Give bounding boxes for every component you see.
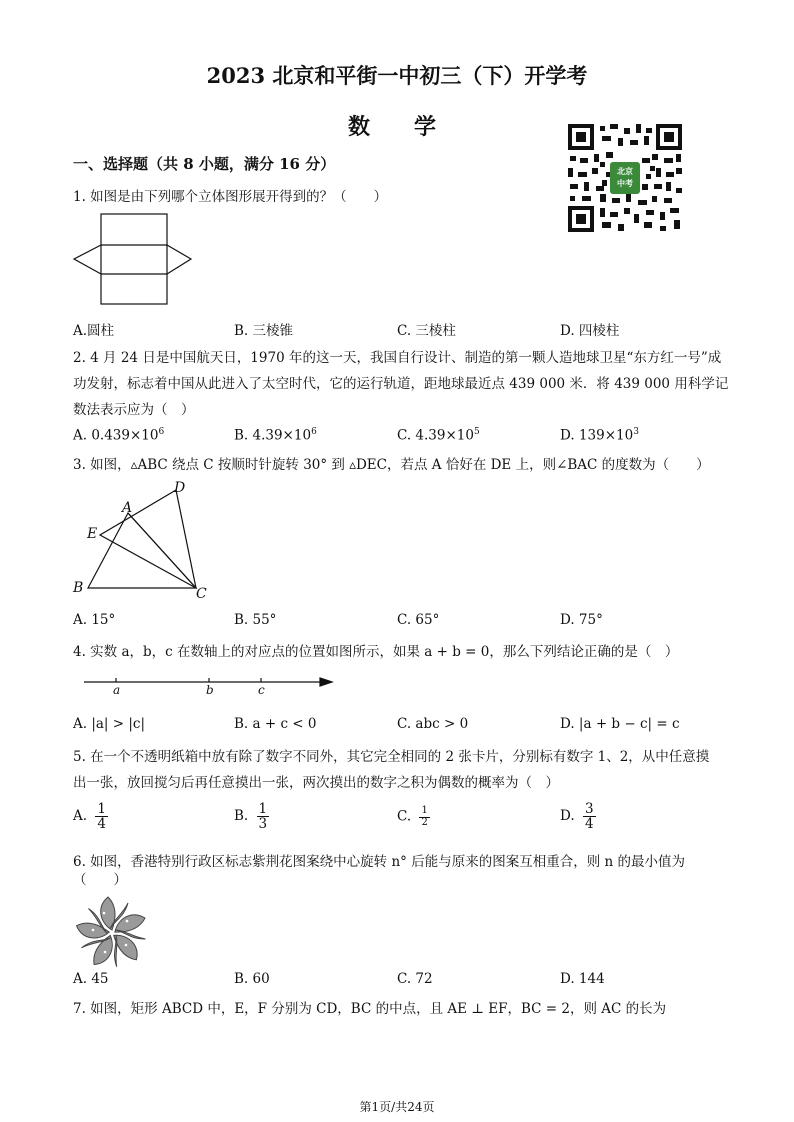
qr-label-line1: 北京 bbox=[617, 167, 633, 176]
q2-option-a bbox=[73, 427, 164, 444]
q4-option-d: D. |a + b − c| = c bbox=[560, 716, 680, 732]
qr-code bbox=[566, 122, 684, 234]
q2-option-d-base: D. 139×10 bbox=[560, 427, 634, 444]
q3-option-d: D. 75° bbox=[560, 612, 603, 628]
q1-option-a: A.圆柱 bbox=[73, 323, 115, 339]
q3-option-b: B. 55° bbox=[234, 612, 277, 628]
q5-option-a-num: 1 bbox=[97, 801, 106, 817]
rotation-triangle-figure bbox=[70, 480, 210, 600]
label-a: A bbox=[122, 500, 133, 516]
q5-option-c-num: 1 bbox=[421, 805, 428, 816]
triangle-abc bbox=[88, 513, 196, 588]
q2-option-b-base: B. 4.39×10 bbox=[234, 427, 312, 444]
label-b: B bbox=[73, 580, 84, 596]
q5-option-a-den: 4 bbox=[97, 816, 106, 833]
question-2-line2: 功发射，标志着中国从此进入了太空时代，它的运行轨道，距地球最近点 439 000 米．将 439 000 用科学记 bbox=[73, 376, 729, 392]
question-6-line1: 6. 如图，香港特别行政区标志紫荆花图案绕中心旋转 n° 后能与原来的图案互相重合，则 n 的最小值为 bbox=[73, 854, 685, 870]
q2-option-c-exp: 5 bbox=[473, 427, 480, 437]
q2-option-b-exp: 6 bbox=[311, 427, 317, 437]
label-c: C bbox=[196, 586, 207, 602]
q6-option-a: A. 45 bbox=[73, 971, 109, 987]
question-2-line3: 数法表示应为（ ） bbox=[73, 402, 195, 418]
q5-option-d-den: 4 bbox=[584, 816, 594, 833]
question-5-line2: 出一张，放回搅匀后再任意摸出一张，两次摸出的数字之积为偶数的概率为（ ） bbox=[73, 775, 559, 791]
q6-option-c: C. 72 bbox=[397, 971, 433, 987]
section-heading: 一、选择题（共 8 小题，满分 16 分） bbox=[73, 155, 336, 173]
q4-option-a: A. |a| > |c| bbox=[73, 716, 146, 732]
question-6-line2: （ ） bbox=[73, 872, 127, 888]
question-4-text: 4. 实数 a，b，c 在数轴上的对应点的位置如图所示，如果 a + b = 0，那么下列结论正确的是（ ） bbox=[73, 644, 679, 660]
question-7-text: 7. 如图，矩形 ABCD 中，E，F 分别为 CD，BC 的中点，且 AE ⊥ EF，BC = 2，则 AC 的长为 bbox=[73, 1001, 667, 1017]
q2-option-d bbox=[560, 427, 639, 444]
q2-option-c-base: C. 4.39×10 bbox=[397, 427, 474, 444]
bauhinia-flower-icon bbox=[72, 893, 152, 973]
axis-label-a: a bbox=[113, 683, 121, 697]
q5-option-d bbox=[560, 802, 596, 831]
question-5-line1: 5. 在一个不透明纸箱中放有除了数字不同外，其它完全相同的 2 张卡片，分别标有数字 1、2，从中任意摸 bbox=[73, 749, 710, 765]
q5-option-a-prefix: A. bbox=[73, 808, 88, 825]
q5-option-b bbox=[234, 802, 269, 831]
prism-net-figure bbox=[70, 212, 200, 308]
q5-option-d-num: 3 bbox=[584, 801, 594, 817]
label-d: D bbox=[174, 480, 186, 496]
question-3-text: 3. 如图，▵ABC 绕点 C 按顺时针旋转 30° 到 ▵DEC，若点 A 恰好在 DE 上，则∠BAC 的度数为（ ） bbox=[73, 457, 710, 473]
q5-option-c-fraction bbox=[419, 806, 429, 828]
q2-option-d-exp: 3 bbox=[633, 427, 639, 437]
q5-option-b-prefix: B. bbox=[234, 808, 249, 825]
q4-option-b: B. a + c < 0 bbox=[234, 716, 317, 732]
q3-option-a: A. 15° bbox=[73, 612, 116, 628]
q2-option-a-base: A. 0.439×10 bbox=[73, 427, 159, 444]
q1-option-b: B. 三棱锥 bbox=[234, 323, 294, 339]
question-1-text: 1. 如图是由下列哪个立体图形展开得到的？（ ） bbox=[73, 189, 388, 205]
number-line-figure bbox=[82, 672, 342, 702]
label-e: E bbox=[87, 526, 98, 542]
q6-option-d: D. 144 bbox=[560, 971, 605, 987]
q5-option-a bbox=[73, 802, 108, 831]
q5-option-a-fraction bbox=[95, 802, 108, 831]
q5-option-b-den: 3 bbox=[258, 816, 268, 833]
q5-option-d-fraction bbox=[583, 802, 596, 831]
q5-option-b-num: 1 bbox=[258, 801, 268, 817]
axis-label-c: c bbox=[258, 683, 265, 697]
q5-option-b-fraction bbox=[257, 802, 270, 831]
q4-option-c: C. abc > 0 bbox=[397, 716, 469, 732]
q1-option-d: D. 四棱柱 bbox=[560, 323, 620, 339]
axis-label-b: b bbox=[206, 683, 214, 697]
q2-option-c bbox=[397, 427, 480, 444]
q5-option-c-den: 2 bbox=[421, 816, 428, 828]
q5-option-c-prefix: C. bbox=[397, 808, 412, 825]
question-2-line1: 2. 4 月 24 日是中国航天日，1970 年的这一天，我国自行设计、制造的第一颗人造地球卫星“东方红一号”成 bbox=[73, 350, 722, 366]
subject-title: 数学 bbox=[348, 114, 481, 140]
q2-option-b bbox=[234, 427, 317, 444]
net-left-triangle bbox=[74, 245, 101, 274]
page-footer: 第1页/共24页 bbox=[359, 1100, 435, 1114]
page-title: 2023 北京和平街一中初三（下）开学考 bbox=[206, 63, 588, 88]
q1-option-c: C. 三棱柱 bbox=[397, 323, 456, 339]
q5-option-c bbox=[397, 806, 430, 828]
q3-option-c: C. 65° bbox=[397, 612, 440, 628]
q2-option-a-exp: 6 bbox=[158, 427, 165, 437]
net-rectangle-outline bbox=[101, 214, 167, 304]
q5-option-d-prefix: D. bbox=[560, 808, 575, 825]
q6-option-b: B. 60 bbox=[234, 971, 270, 987]
qr-label-line2: 中考 bbox=[617, 179, 633, 188]
net-right-triangle bbox=[167, 245, 191, 274]
